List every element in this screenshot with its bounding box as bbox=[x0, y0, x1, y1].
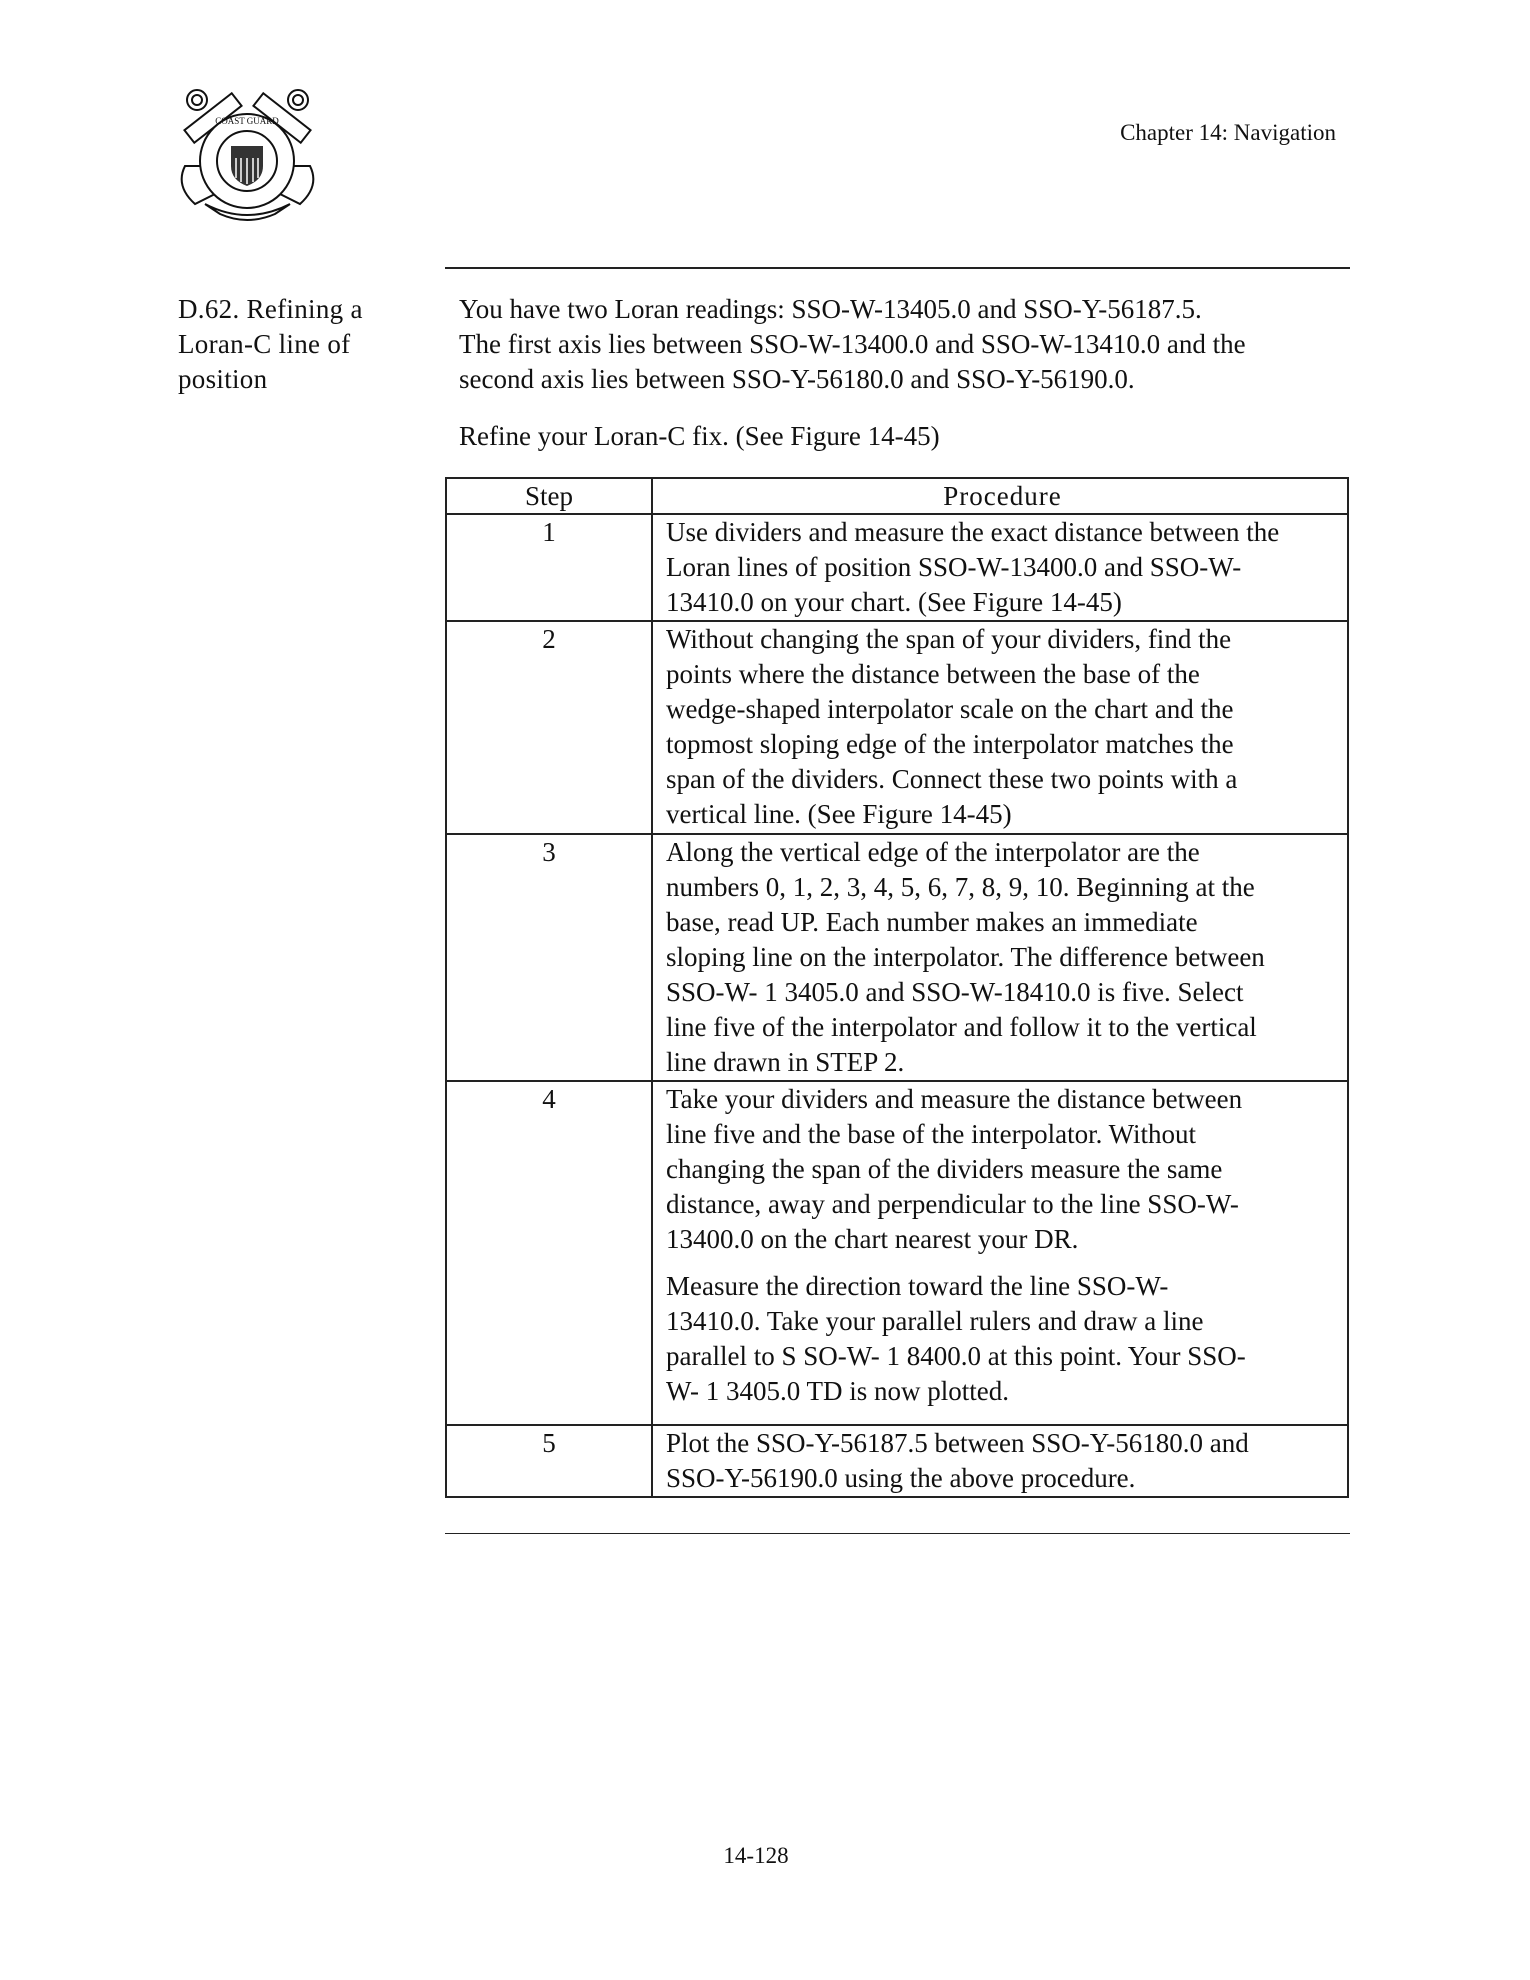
table-row bbox=[446, 514, 1348, 621]
procedure-text-continued: Measure the direction toward the line SSO-W- 13410.0. Take your parallel rulers and draw a line parallel to S SO-W- 1 8400.0 at this point. Your SSO- W- 1 3405.0 TD is now plotted. bbox=[666, 1271, 1246, 1406]
procedure-text: Without changing the span of your dividers, find the points where the distance between the base of the wedge-shaped interpolator scale on the chart and the topmost sloping edge of the interpolator matches the span of the dividers. Connect these two points with a vertical line. (See Figure 14-45) bbox=[652, 621, 1348, 834]
table-row bbox=[446, 1081, 1348, 1425]
chapter-header: Chapter 14: Navigation bbox=[1120, 120, 1336, 145]
procedure-table bbox=[445, 477, 1349, 1498]
step-number: 5 bbox=[446, 1425, 652, 1497]
step-number: 2 bbox=[446, 621, 652, 834]
top-rule bbox=[445, 267, 1350, 269]
section-heading: D.62. Refining a Loran-C line of position bbox=[178, 294, 363, 394]
procedure-text: Take your dividers and measure the distance between line five and the base of the interpolator. Without changing the span of the dividers measure the same distance, away and perpendicular to the line SSO-W- 13400.0 on the chart nearest your DR. bbox=[666, 1084, 1243, 1254]
procedure-cell bbox=[652, 1081, 1348, 1425]
step-number: 4 bbox=[446, 1081, 652, 1425]
column-header-step: Step bbox=[446, 478, 652, 514]
procedure-text: Plot the SSO-Y-56187.5 between SSO-Y-56180.0 and SSO-Y-56190.0 using the above procedure. bbox=[652, 1425, 1348, 1497]
table-header-row bbox=[446, 478, 1348, 514]
intro-paragraph: You have two Loran readings: SSO-W-13405.0 and SSO-Y-56187.5. The first axis lies between SSO-W-13400.0 and SSO-W-13410.0 and the second axis lies between SSO-Y-56180.0 and SSO-Y-56190.0. bbox=[459, 294, 1246, 394]
instruction-text: Refine your Loran-C fix. (See Figure 14-45) bbox=[459, 421, 940, 451]
column-header-procedure: Procedure bbox=[652, 478, 1348, 514]
step-number: 1 bbox=[446, 514, 652, 621]
bottom-rule bbox=[445, 1533, 1350, 1534]
page-number: 14-128 bbox=[723, 1843, 789, 1868]
table-row bbox=[446, 1425, 1348, 1497]
svg-text:COAST GUARD: COAST GUARD bbox=[215, 116, 279, 126]
procedure-text: Use dividers and measure the exact distance between the Loran lines of position SSO-W-13400.0 and SSO-W- 13410.0 on your chart. (See Figure 14-45) bbox=[652, 514, 1348, 621]
table-row bbox=[446, 621, 1348, 834]
step-number: 3 bbox=[446, 834, 652, 1081]
procedure-text: Along the vertical edge of the interpolator are the numbers 0, 1, 2, 3, 4, 5, 6, 7, 8, 9, 10. Beginning at the base, read UP. Each number makes an immediate sloping line on the interpolator. The difference between SSO-W- 1 3405.0 and SSO-W-18410.0 is five. Select line five of the interpolator and follow it to the vertical line drawn in STEP 2. bbox=[652, 834, 1348, 1081]
coast-guard-emblem-logo bbox=[175, 86, 320, 226]
table-row bbox=[446, 834, 1348, 1081]
